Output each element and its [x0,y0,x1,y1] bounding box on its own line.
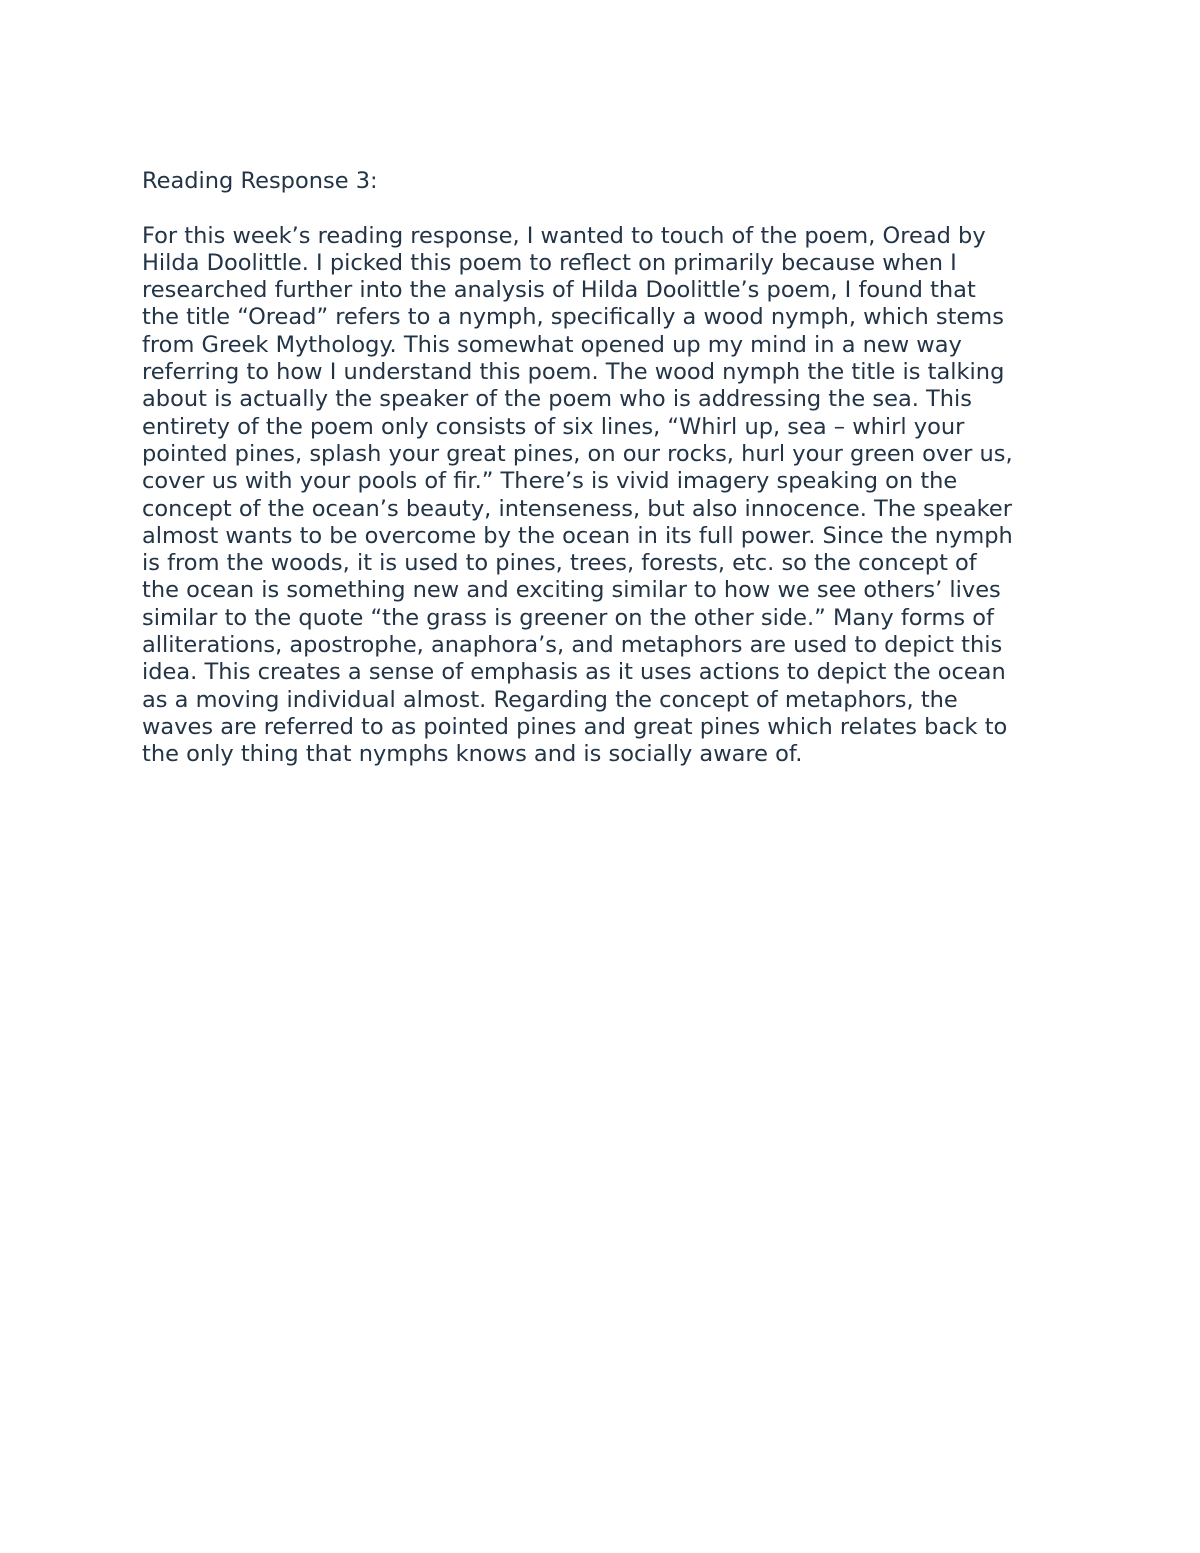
document-body [142,223,1062,769]
body-line: researched further into the analysis of Hilda Doolittle’s poem, I found that [142,277,976,304]
body-line: about is actually the speaker of the poem who is addressing the sea. This [142,386,973,413]
body-line: entirety of the poem only consists of six lines, “Whirl up, sea – whirl your [142,413,965,440]
body-line: as a moving individual almost. Regarding the concept of metaphors, the [142,686,958,713]
document-title: Reading Response 3: [142,168,378,194]
body-line: the only thing that nymphs knows and is socially aware of. [142,741,803,768]
body-line: idea. This creates a sense of emphasis as it uses actions to depict the ocean [142,659,1006,686]
body-line: referring to how I understand this poem. The wood nymph the title is talking [142,359,1005,386]
body-line: cover us with your pools of fir.” There’s is vivid imagery speaking on the [142,468,958,495]
body-line: the title “Oread” refers to a nymph, specifically a wood nymph, which stems [142,304,1004,331]
body-line: pointed pines, splash your great pines, on our rocks, hurl your green over us, [142,440,1013,467]
body-line: For this week’s reading response, I wanted to touch of the poem, Oread by [142,222,986,249]
document-content [142,168,1062,769]
body-line: alliterations, apostrophe, anaphora’s, and metaphors are used to depict this [142,632,1003,659]
body-line: the ocean is something new and exciting similar to how we see others’ lives [142,577,1001,604]
body-line: concept of the ocean’s beauty, intenseness, but also innocence. The speaker [142,495,1012,522]
body-line: waves are referred to as pointed pines and great pines which relates back to [142,713,1008,740]
body-line: Hilda Doolittle. I picked this poem to reflect on primarily because when I [142,249,957,276]
body-line: similar to the quote “the grass is greener on the other side.” Many forms of [142,604,994,631]
body-line: almost wants to be overcome by the ocean in its full power. Since the nymph [142,522,1013,549]
body-line: is from the woods, it is used to pines, trees, forests, etc. so the concept of [142,550,977,577]
body-line: from Greek Mythology. This somewhat opened up my mind in a new way [142,331,962,358]
